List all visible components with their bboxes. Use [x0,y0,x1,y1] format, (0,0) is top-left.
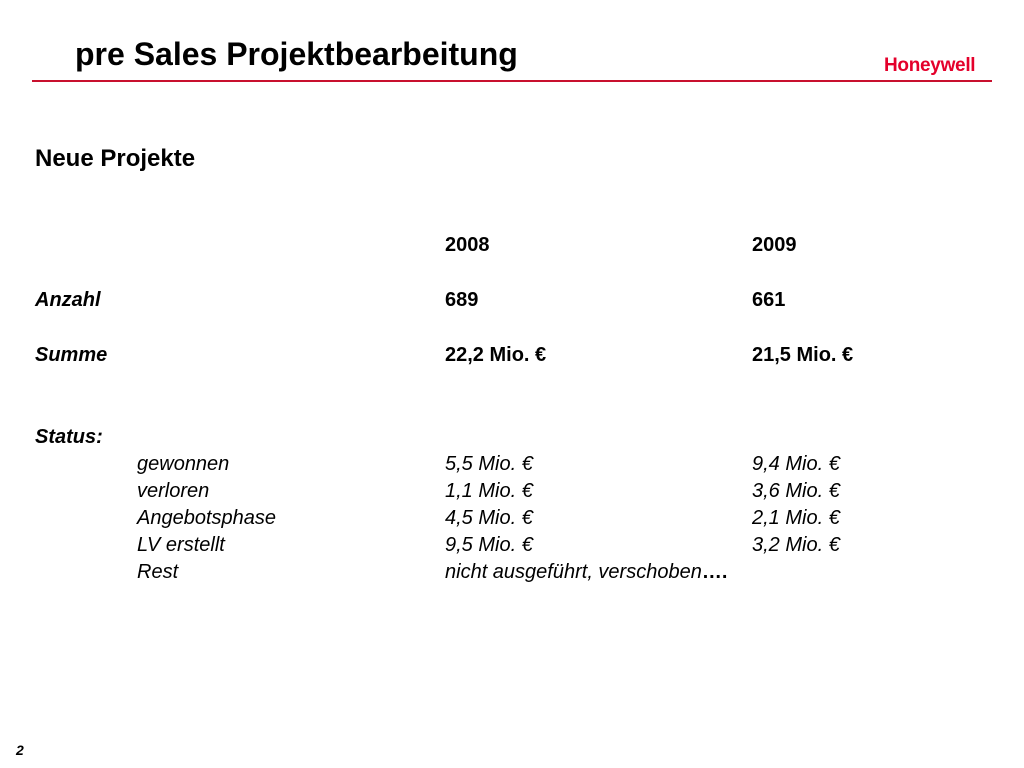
rest-label: Rest [137,561,179,583]
status-row-label: verloren [137,480,210,502]
anzahl-2009: 661 [752,289,786,311]
rest-note-suffix: …. [701,561,728,583]
rest-note [445,561,727,584]
status-label: Status: [35,426,103,448]
status-row-2009: 3,2 Mio. € [752,534,840,556]
page-number: 2 [16,742,24,758]
summe-2008: 22,2 Mio. € [445,344,547,366]
status-row-label: LV erstellt [137,534,225,556]
honeywell-logo: Honeywell [884,55,976,76]
status-row-2008: 9,5 Mio. € [445,534,533,556]
status-row-2008: 4,5 Mio. € [445,507,533,529]
status-row-2008: 1,1 Mio. € [445,480,533,502]
page-title: pre Sales Projektbearbeitung [75,36,518,72]
status-row-2008: 5,5 Mio. € [445,453,533,475]
header-divider [32,80,992,82]
year-header-2009: 2009 [752,234,797,256]
section-title: Neue Projekte [35,145,196,172]
rest-note-text: nicht ausgeführt, verschoben [445,561,702,583]
status-row-label: Angebotsphase [137,507,277,529]
anzahl-2008: 689 [445,289,479,311]
summe-2009: 21,5 Mio. € [752,344,854,366]
summe-label: Summe [35,344,108,366]
status-row-2009: 2,1 Mio. € [752,507,840,529]
status-row-2009: 9,4 Mio. € [752,453,840,475]
status-row-2009: 3,6 Mio. € [752,480,840,502]
anzahl-label: Anzahl [35,289,101,311]
status-row-label: gewonnen [137,453,230,475]
year-header-2008: 2008 [445,234,490,256]
